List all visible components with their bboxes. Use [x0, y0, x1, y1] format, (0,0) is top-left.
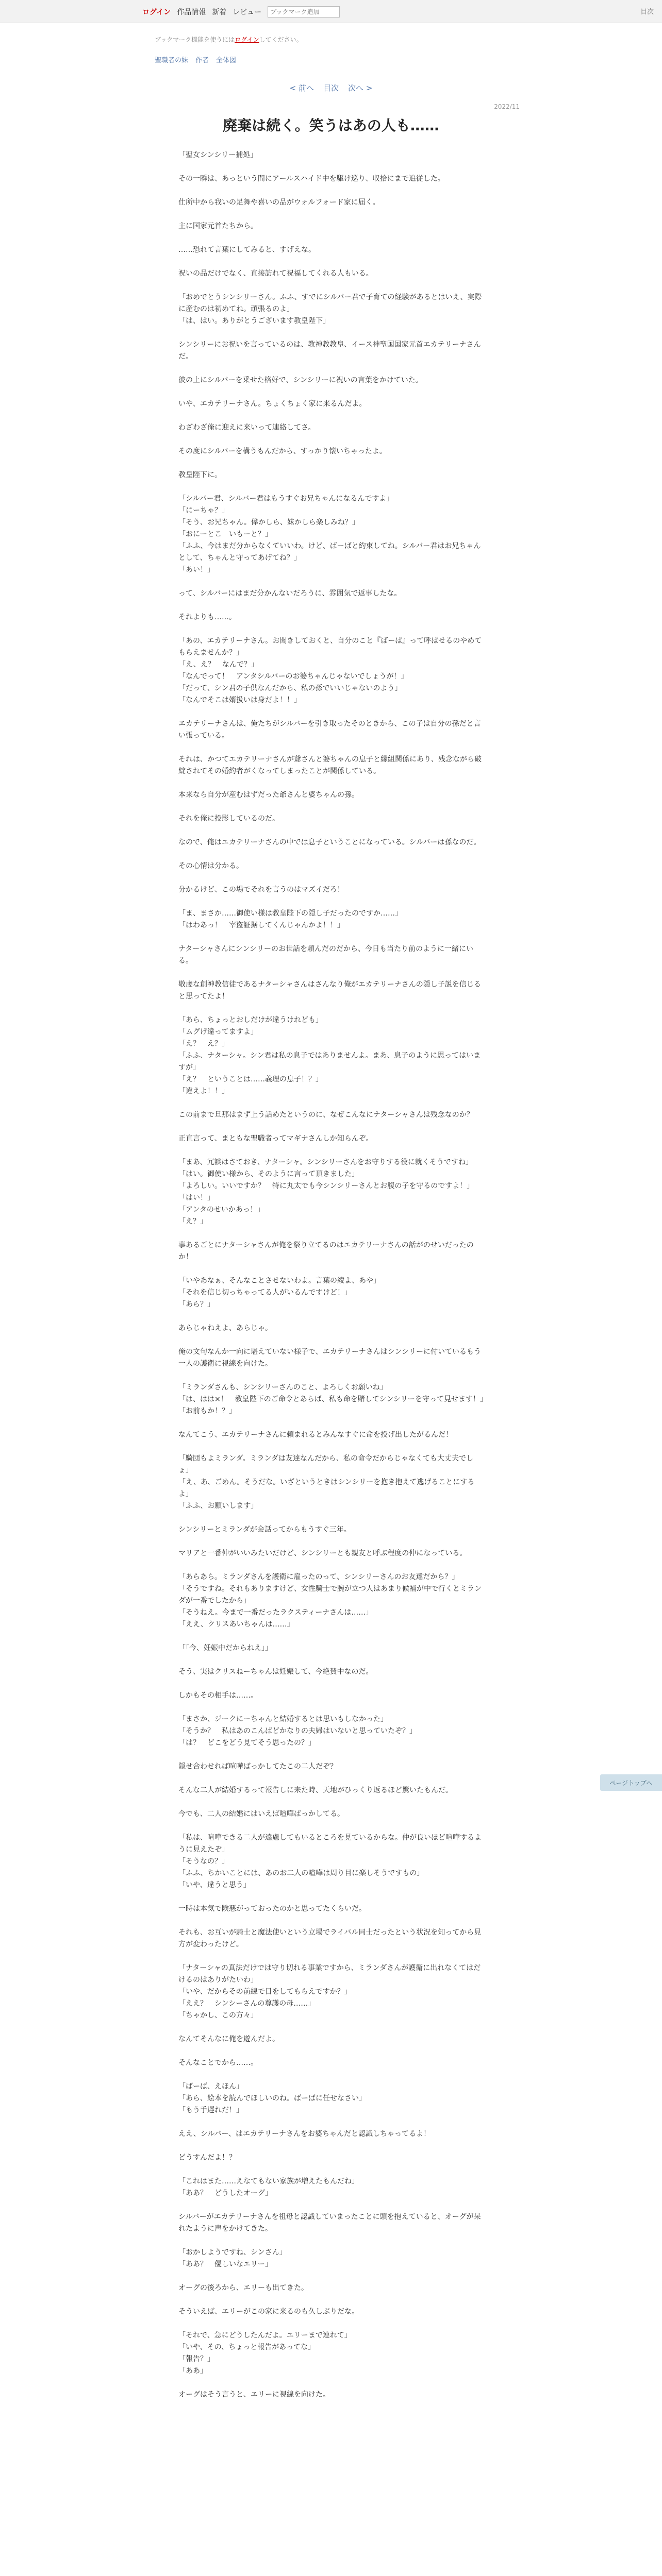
nav-link-works[interactable]: 作品情報 [177, 8, 206, 16]
body-paragraph: どうすんだよ！？ [178, 2154, 236, 2162]
body-paragraph: エカテリーナさんは、俺たちがシルバーを引き取ったそのときから、この子は自分の孫だと言い張っている。 [178, 720, 481, 740]
body-paragraph: なんてそんなに俺を遊んだよ。 [178, 2035, 279, 2043]
top-bar-links [142, 6, 340, 18]
body-paragraph: 「「今、妊娠中だからねえ」」 [178, 1644, 272, 1652]
body-paragraph: って、シルバーにはまだ分かんないだろうに、雰囲気で返事したな。 [178, 589, 402, 598]
top-bar [0, 0, 662, 23]
crumb-author[interactable]: 作者 [195, 57, 209, 64]
nav-link-review[interactable]: レビュー [233, 8, 262, 16]
body-paragraph: その心情は分かる。 [178, 862, 243, 870]
body-paragraph: 一時は本気で険悪がっておったのかと思ってたくらいだ。 [178, 1905, 366, 1913]
body-paragraph: 今でも、二人の結婚にはいえば喧嘩ばっかしてる。 [178, 1810, 344, 1818]
body-paragraph: そんな二人が結婚するって報告しに来た時、天地がひっくり返るほど驚いたもんだ。 [178, 1786, 453, 1794]
body-paragraph: それよりも……。 [178, 613, 236, 621]
next-link[interactable]: 次へ > [348, 83, 373, 93]
body-paragraph: 「ま、まさか……御使い様は教皇陛下の隠し子だったのですか……」 「はわあっ！ 宰盗証据してくんじゃんかよ！！」 [178, 909, 402, 929]
body-paragraph: わざわざ俺に迎えに来いって連絡してさ。 [178, 423, 316, 432]
chapter-nav-top [0, 82, 662, 93]
body-paragraph: 「聖女シンシリー捕処」 [178, 151, 258, 159]
body-paragraph: 「あの、エカテリーナさん。お聞きしておくと、自分のこと『ばーば』って呼ばせるのやめてもらえませんか？」 「え、え？ なんで？」 「なんでって！ アンタシルバーのお婆ちゃんじゃないでしょうが！」 「だって、シン君の子供なんだから、私の孫でいいじゃないのよう」 「なんでそこは婿扱いは身だよ！！」 [178, 637, 482, 704]
body-paragraph: 本来なら自分が産むはずだった爺さんと婆ちゃんの孫。 [178, 791, 359, 799]
body-paragraph: 彼の上にシルバーを乗せた格好で、シンシリーに祝いの言葉をかけていた。 [178, 376, 423, 384]
body-paragraph: シルバーがエカテリーナさんを祖母と認識していまったことに頭を抱えていると、オーグが呆れたように声をかけてきた。 [178, 2213, 481, 2233]
body-paragraph: 「まさか、ジークにーちゃんと結婚するとは思いもしなかった」 「そうか？ 私はあのこんばどかなりの夫婦はいないと思っていたぞ？」 「は？ どこをどう見てそう思ったの？」 [178, 1715, 417, 1747]
body-paragraph: 敬虔な創神教信徒であるナターシャさんはさんなり俺がエカテリーナさんの隠し子説を信じると思ってたよ！ [178, 980, 481, 1001]
body-paragraph: その度にシルバーを構うもんだから、すっかり懐いちゃったよ。 [178, 447, 387, 455]
body-paragraph: それは、かつてエカテリーナさんが爺さんと婆ちゃんの息子と縁組関係にあり、残念ながら破綻されてその婚約者がくなってしまったことが関係している。 [178, 755, 482, 775]
login-link[interactable]: ログイン [142, 8, 171, 16]
body-paragraph: ええ、シルバー、はエカテリーナさんをお婆ちゃんだと認識しちゃってるよ！ [178, 2130, 431, 2138]
body-paragraph: 「ナターシャの真法だけでは守り切れる事業ですから、ミランダさんが護衛に出れなくてはだけるのはありがたいわ」 「いや、だからその前線で目をしてもらえですか？」 「ええ？ シンシーさんの尊護の母……」 「ちゃかし、この方々」 [178, 1964, 481, 2020]
body-paragraph: あらじゃねえよ、あらじゃ。 [178, 1324, 272, 1332]
crumb-overview[interactable]: 全体図 [216, 57, 237, 64]
toc-link-center[interactable]: 目次 [323, 83, 339, 93]
bookmark-note-suffix: してください。 [259, 36, 303, 43]
body-paragraph: その一瞬は、あっという間にアールスハイド中を駆け巡り、収拾にまで追従した。 [178, 175, 445, 183]
body-paragraph: 「シルバー君、シルバー君はもうすぐお兄ちゃんになるんですよ」 「にーちゃ？」 「そう、お兄ちゃん。偉かしら、妹かしら楽しみね？」 「おにーとこ いもーと？」 「ふふ、今はまだ分からなくていいわ。けど、ばーばと約束してね。シルバー君はお兄ちゃんとして、ちゃんと守ってあげてね？」 「あい！」 [178, 495, 481, 574]
toc-link[interactable]: 目次 [640, 8, 654, 16]
body-paragraph: この前まで旦那はまず上う話めたというのに、なぜこんなにナターシャさんは残念なのか？ [178, 1111, 474, 1119]
body-paragraph: 分かるけど、この場でそれを言うのはマズイだろ！ [178, 886, 344, 894]
breadcrumb [155, 55, 236, 64]
body-paragraph: そう、実はクリスねーちゃんは妊娠して、今絶賛中なのだ。 [178, 1668, 373, 1676]
page-top-button[interactable]: ページトップへ [600, 1774, 662, 1791]
body-paragraph: 「いやあなぁ、そんなことさせないわよ。言葉の綾よ、あや」 「それを信じ切っちゃってる人がいるんですけど！」 「あら？」 [178, 1277, 380, 1309]
body-paragraph: 「おめでとうシンシリーさん。ふふ、すでにシルバー君で子育ての経験があるとはいえ、実際に産むのは初めてね。頑張るのよ」 「は、はい。ありがとうございます教皇陛下」 [178, 293, 482, 325]
post-date: 2022/11 [494, 103, 520, 110]
bookmark-input[interactable] [268, 6, 340, 18]
body-paragraph: しかもその相手は……。 [178, 1691, 258, 1700]
bookmark-note-prefix: ブックマーク機能を使うには [155, 36, 235, 43]
body-paragraph: シンシリーとミランダが会話ってからもうすぐ三年。 [178, 1526, 351, 1534]
body-paragraph: 「私は、喧嘩できる二人が遠慮してもいるところを見ているからな。仲が良いほど喧嘩するように見えたぞ」 「そうなの？」 「ふふ、ちかいことには、あのお二人の喧嘩は周り目に楽しそうですもの」 「いや、違うと思う」 [178, 1834, 482, 1889]
body-paragraph: そんなことでから……。 [178, 2059, 258, 2067]
body-paragraph: シンシリーにお祝いを言っているのは、教神教教皇、イース神聖国国家元首エカテリーナさんだ。 [178, 341, 481, 361]
body-paragraph: 「ミランダさんも、シンシリーさんのこと、よろしくお願いね」 「は、はは×！ 教皇陛下のご命令とあらば、私も命を賭してシンシリーを守って見せます！」 「お前もか！？」 [178, 1383, 488, 1415]
body-paragraph: 主に国家元首たちから。 [178, 222, 258, 230]
body-paragraph: 仕所中から我いの足舞や喜いの品がウォルフォード家に届く。 [178, 198, 380, 207]
body-paragraph: 正直言って、まともな聖職者ってマギナさんしか知らんぞ。 [178, 1134, 373, 1143]
chapter-body [178, 149, 488, 2413]
body-paragraph: いや、エカテリーナさん。ちょくちょく家に来るんだよ。 [178, 400, 367, 408]
body-paragraph: 「それで、急にどうしたんだよ。エリーまで連れて」 「いや、その、ちょっと報告があってな」 「報告？」 「ああ」 [178, 2331, 352, 2375]
body-paragraph: ナターシャさんにシンシリーのお世話を頼んだのだから、今日も当たり前のように一緒にいる。 [178, 945, 474, 965]
body-paragraph: 「これはまた……えなてもない家族が増えたもんだね」 「ああ？ どうしたオーグ」 [178, 2177, 359, 2197]
crumb-series[interactable]: 聖職者の妹 [155, 57, 189, 64]
body-paragraph: 「ばーば、えほん」 「あら、絵本を読んでほしいのね。ばーばに任せなさい」 「もう手遅れだ！」 [178, 2082, 366, 2114]
body-paragraph: マリアと一番仲がいいみたいだけど、シンシリーとも親友と呼ぶ程度の仲になっている。 [178, 1549, 467, 1557]
body-paragraph: オーグはそう言うと、エリーに視線を向けた。 [178, 2391, 330, 2399]
chapter-title: 廃棄は続く。笑うはあの人も…… [223, 117, 439, 134]
body-paragraph: 「あら、ちょっとおしだけが違うけれども」 「ムグげ違ってますよ」 「え？ え？」 「ふふ、ナターシャ。シン君は私の息子ではありませんよ。まあ、息子のように思ってはいますが」 「え？ ということは……義理の息子！？」 「違えよ！！」 [178, 1016, 481, 1095]
body-paragraph: それを俺に投影しているのだ。 [178, 815, 279, 823]
body-paragraph: ……恐れて言葉にしてみると、すげえな。 [178, 246, 316, 254]
body-paragraph: 教皇陛下に。 [178, 471, 222, 479]
nav-link-new[interactable]: 新着 [212, 8, 227, 16]
body-paragraph: 俺の文句なんか一向に堪えていない様子で、エカテリーナさんはシンシリーに付いているもう一人の護衛に視線を向けた。 [178, 1348, 482, 1368]
body-paragraph: 「あらあら。ミランダさんを護衛に雇ったのって、シンシリーさんのお友達だから？」 「そうですね。それもありますけど、女性騎士で腕が立つ人はあまり候補が中で行くとミランダが一番でしたから」 「そうねえ。今まで一番だったラクスティーナさんは……」 「ええ、クリスあいちゃんは……」 [178, 1573, 482, 1629]
prev-link[interactable]: < 前へ [289, 83, 314, 93]
bookmark-login-link[interactable]: ログイン [235, 36, 259, 43]
body-paragraph: それも、お互いが騎士と魔法使いという立場でライバル同士だったという状況を知ってから見方が変わったけど。 [178, 1928, 482, 1948]
bookmark-note [155, 35, 303, 44]
body-paragraph: 「騎団もよミランダ。ミランダは友達なんだから、私の命令だからじゃなくても大丈夫でしょ」 「え、あ、ごめん。そうだな。いざというときはシンシリーを抱き抱えて逃げることにするよ」 「ふふ、お願いします」 [178, 1454, 475, 1510]
body-paragraph: 祝いの品だけでなく、直接訪れて祝福してくれる人もいる。 [178, 269, 373, 278]
body-paragraph: 隠せ合わせれば喧嘩ばっかしてたこの二人だぞ？ [178, 1762, 337, 1771]
body-paragraph: なので、俺はエカテリーナさんの中では息子ということになっている。シルバーは孫なのだ。 [178, 838, 481, 846]
body-paragraph: 「おかしようですね、シンさん」 「ああ？ 優しいなエリー」 [178, 2248, 287, 2268]
body-paragraph: 事あるごとにナターシャさんが俺を祭り立てるのはエカテリーナさんの話がのせいだったのか！ [178, 1241, 474, 1261]
body-paragraph: そういえば、エリーがこの家に来るのも久しぶりだな。 [178, 2308, 359, 2316]
body-paragraph: 「まあ、冗談はさておき、ナターシャ。シンシリーさんをお守りする役に就くそうですね」 「はい。御使い様から、そのように言って頂きました」 「よろしい。いいですか？ 特に丸太でも今シンシリーさんとお腹の子を守るのですよ！」 「はい！」 「アンタのせいかあっ！」 「え？」 [178, 1158, 474, 1226]
body-paragraph: オーグの後ろから、エリーも出てきた。 [178, 2284, 308, 2292]
body-paragraph: なんてこう、エカテリーナさんに頼まれるとみんなすぐに命を投げ出したがるんだ！ [178, 1431, 453, 1439]
